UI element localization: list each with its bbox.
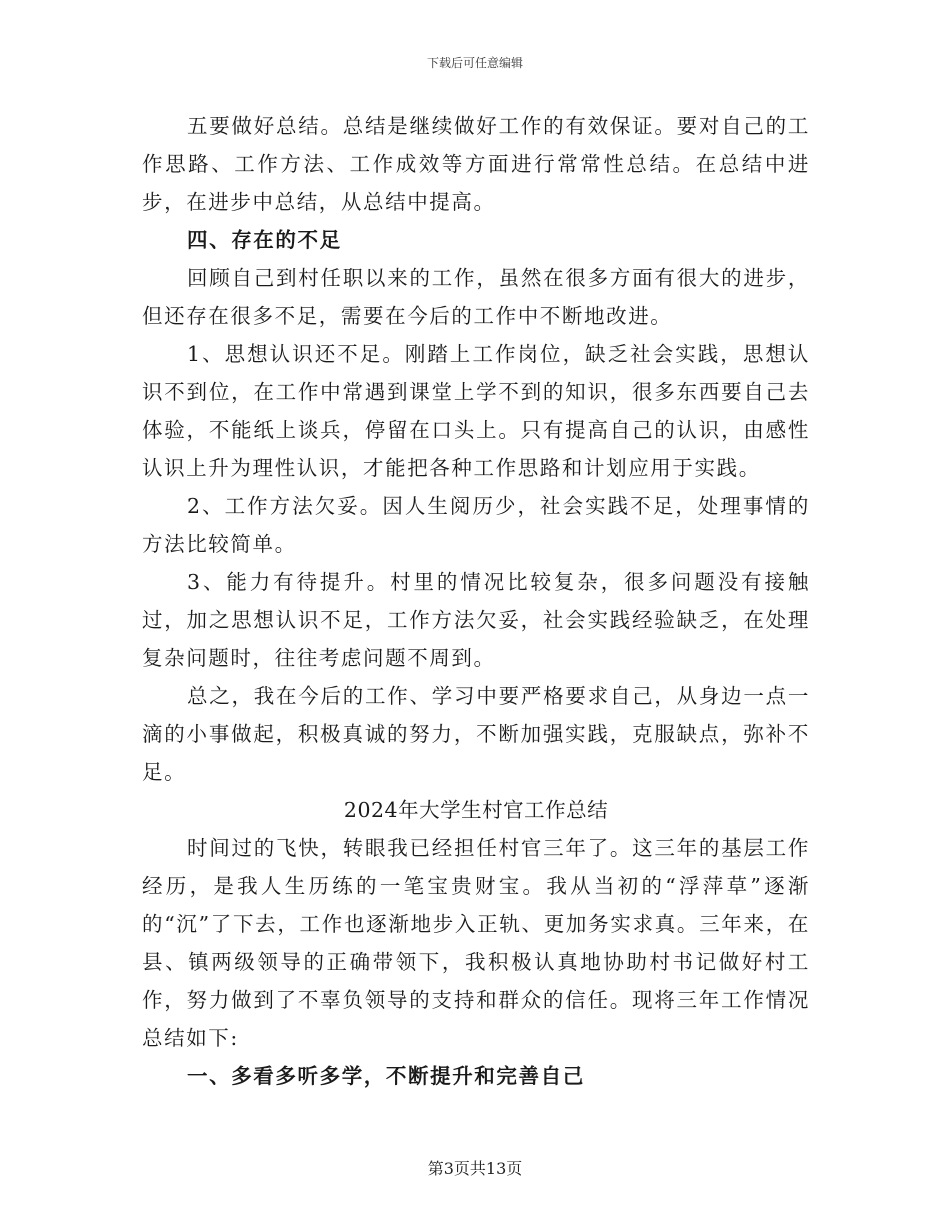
section-heading-learn: 一、多看多听多学，不断提升和完善自己 — [187, 1064, 585, 1088]
document-body — [142, 107, 810, 1095]
section-heading-shortcomings: 四、存在的不足 — [187, 228, 342, 252]
paragraph-conclusion: 总之，我在今后的工作、学习中要严格要求自己，从身边一点一滴的小事做起，积极真诚的努力，不断加强实践，克服缺点，弥补不足。 — [142, 684, 810, 784]
paragraph-point-1: 1、思想认识还不足。刚踏上工作岗位，缺乏社会实践，思想认识不到位，在工作中常遇到课堂上学不到的知识，很多东西要自己去体验，不能纸上谈兵，停留在口头上。只有提高自己的认识，由感性认识上升为理性认识，才能把各种工作思路和计划应用于实践。 — [142, 342, 810, 480]
paragraph-point-3: 3、能力有待提升。村里的情况比较复杂，很多问题没有接触过，加之思想认识不足，工作方法欠妥，社会实践经验缺乏，在处理复杂问题时，往往考虑问题不周到。 — [142, 570, 810, 670]
paragraph-intro: 时间过的飞快，转眼我已经担任村官三年了。这三年的基层工作经历，是我人生历练的一笔宝贵财宝。我从当初的“浮萍草”逐渐的“沉”了下去，工作也逐渐地步入正轨、更加务实求真。三年来，在县、镇两级领导的正确带领下，我积极认真地协助村书记做好村工作，努力做到了不辜负领导的支持和群众的信任。现将三年工作情况总结如下: — [142, 836, 810, 1050]
page-number: 第3页共13页 — [427, 1159, 523, 1178]
page-header: 下载后可任意编辑 — [426, 56, 523, 70]
paragraph-summary: 五要做好总结。总结是继续做好工作的有效保证。要对自己的工作思路、工作方法、工作成效等方面进行常常性总结。在总结中进步，在进步中总结，从总结中提高。 — [142, 114, 810, 214]
document-title: 2024年大学生村官工作总结 — [343, 798, 609, 822]
paragraph-point-2: 2、工作方法欠妥。因人生阅历少，社会实践不足，处理事情的方法比较简单。 — [142, 494, 810, 556]
paragraph-review: 回顾自己到村任职以来的工作，虽然在很多方面有很大的进步，但还存在很多不足，需要在今后的工作中不断地改进。 — [142, 266, 810, 328]
